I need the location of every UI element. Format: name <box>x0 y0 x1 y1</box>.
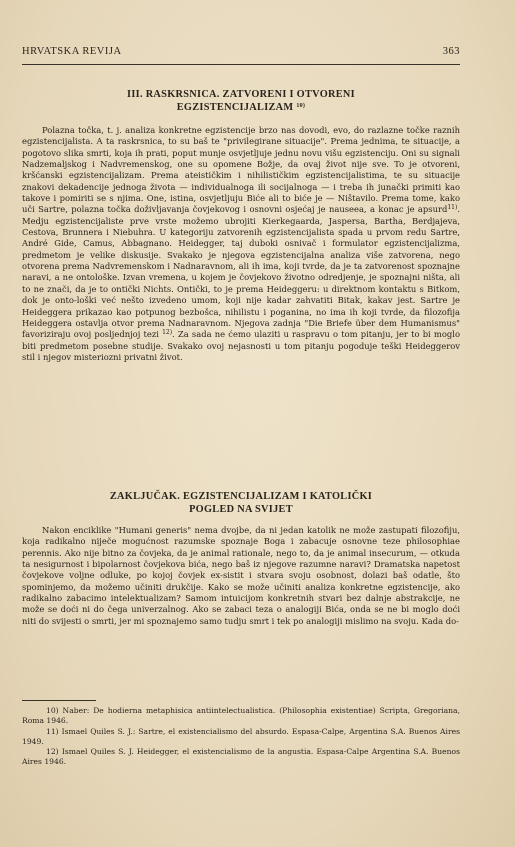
page-number: 363 <box>442 46 460 57</box>
journal-title: HRVATSKA REVIJA <box>22 46 122 57</box>
header-rule <box>22 64 460 65</box>
section-title-line2: EGZISTENCIJALIZAM <box>176 102 294 113</box>
section-zakljucak <box>22 490 460 627</box>
section-title-line1: ZAKLJUČAK. EGZISTENCIJALIZAM I KATOLIČKI <box>109 491 373 502</box>
section-title <box>22 490 460 516</box>
section-title <box>22 88 460 114</box>
footnote-separator <box>22 700 96 701</box>
footnotes <box>22 706 460 768</box>
footnote-ref: 12) <box>162 329 173 337</box>
footnote: 10) Naber: De hodierna metaphisica antiintelectualistica. (Philosophia existentiae) Scripta, Gregoriana, Roma 1946. <box>22 706 460 726</box>
footnote-ref: 11) <box>447 204 458 212</box>
section-title-line1: III. RASKRSNICA. ZATVORENI I OTVORENI <box>127 89 355 100</box>
section-raskrsnica <box>22 88 460 363</box>
footnote: 12) Ismael Quiles S. J. Heidegger, el existencialismo de la angustia. Espasa-Calpe Argentina S.A. Buenos Aires 1946. <box>22 747 460 767</box>
body-paragraph: Nakon enciklike "Humani generis" nema dvojbe, da ni jedan katolik ne može zastupati filozofiju, koja radikalno niječe mogućnost razumske spoznaje Boga i zabacuje osnovne teze philosophiae perennis. Ako nije bitno za čovjeka, da je animal rationale, nego to, da je animal insecurum, — otkuda ta nesigurnost i bipolarnost čovjekova bića, nego baš iz njegove razumne naravi? Dramatska napetost čovjekove voljne odluke, po kojoj čovjek ex-sistit i stvara svoju osobnost, dolazi baš odatle, što spominjemo, da možemo učiniti drukčije. Kako se može učiniti analiza konkretne egzistencije, ako radikalno zabacimo intelektualizam? Samom intuicijom konkretnih stvari bez dalnje abstrakcije, ne može se doći ni do čega univerzalnog. Ako se zabaci teza o analogiji Bića, onda se ne bi moglo doći niti do svijesti o smrti, jer mi spoznajemo samo tudju smrt i tek po analogiji mislimo na svoju. Kada do- <box>22 525 460 626</box>
footnote: 11) Ismael Quiles S. J.: Sartre, el existencialismo del absurdo. Espasa-Calpe, Argentina S.A. Buenos Aires 1949. <box>22 726 460 746</box>
body-paragraph: Polazna točka, t. j. analiza konkretne egzistencije brzo nas dovodi, evo, do razlazne točke raznih egzistencijalista. A ta raskrsnica, to su baš te "privilegirane situacije". Prema jednima, te situacije, a pogotovo slika smrti, koja ih prati, poput munje osvjetljuje jednu novu višu egzistenciju. Oni su signali Nadzemaljskog i Nadvremenskog, one su opomene Božje, da ovaj život nije sve. To je otvoreni, kršćanski egzistencijalizam. Prema ateističkim i nihilističkim egzistencijalistima, te su situacije znakovi dekadencije jednoga života — individualnoga ili socijalnoga — i treba ih junački primiti kao takove i pomiriti se s njima. One, istina, osvjetljuju Biće ali to biće je — Ništavilo. Prema tome, kako uči Sartre, polazna točka doživljavanja čovjekovog i osnovni osjećaj je nauseea, a konac je apsurd$^{11)}$. Medju egzistencijaliste prve vrste možemo ubrojiti Kierkegaarda, Jaspersa, Bartha, Berdjajeva, Cestova, Brunnera i Niebuhra. U kategoriju zatvorenih egzistencijalista spada u prvom redu Sartre, André Gide, Camus, Abbagnano. Heidegger, taj duboki osnivač i formulator egzistencijalizma, predmetom je velike diskusije. Svakako je njegova egzistencijalna analiza više zatvorena, nego otvorena prema Nadvremenskom i Nadnaravnom, ali ih ima, koji tvrde, da je ta zatvorenost spoznajne naravi, a ne ontološke. Izvan vremena, u kojem je čovjekovo životno odredjenje, je spoznajni ništa, ali to ne znači, da je to ontički Nichts. Ontički, to je prema Heideggeru: u direktnom kontaktu s Bitkom, dok je onto-loški već nešto izvedeno umom, koji nije kadar zahvatiti Bitak, kakav jest. Sartre je Heideggera prikazao kao potpunog bezbošca, nihilistu i poganina, no ima ih koji tvrde, da filozofija Heideggera ostavlja otvor prema Nadnaravnom. Njegova zadnja "Die Briefe über dem Humanismus" favoriziraju ovoj posljednjoj tezi $^{12)}$. Za sada ne ćemo ulaziti u raspravu o tom pitanju, jer to bi moglo biti predmetom posebne studije. Svakako ovoj nejasnosti u tom pitanju pogoduje teški Heideggerov stil i njegov misteriozni privatni život. <box>22 125 460 362</box>
section-title-line2: POGLED NA SVIJET <box>189 504 293 515</box>
running-header <box>22 46 460 57</box>
footnote-ref: 10) <box>296 103 306 109</box>
